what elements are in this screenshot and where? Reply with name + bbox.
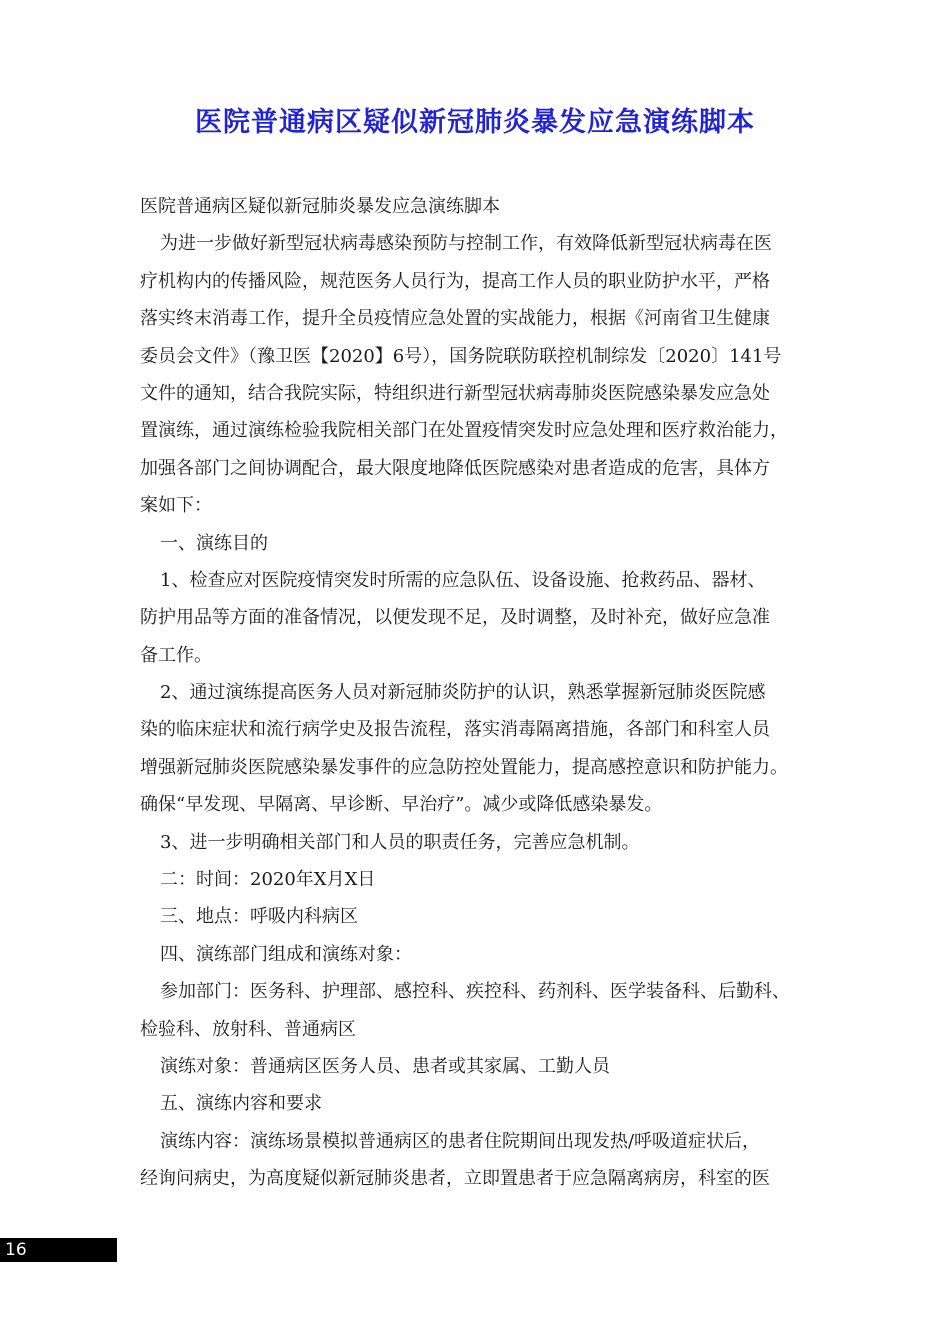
body-line: 文件的通知，结合我院实际，特组织进行新型冠状病毒肺炎医院感染暴发应急处 <box>140 382 770 404</box>
body-line: 为进一步做好新型冠状病毒感染预防与控制工作，有效降低新型冠状病毒在医 <box>160 233 772 255</box>
section-heading: 四、演练部门组成和演练对象： <box>160 943 412 965</box>
section-heading: 二：时间：2020年X月X日 <box>160 869 376 891</box>
section-heading: 三、地点：呼吸内科病区 <box>160 906 358 928</box>
section-heading: 五、演练内容和要求 <box>160 1093 322 1115</box>
body-line: 1、检查应对医院疫情突发时所需的应急队伍、设备设施、抢救药品、器材、 <box>160 569 766 591</box>
document-title: 医院普通病区疑似新冠肺炎暴发应急演练脚本 <box>195 107 755 138</box>
body-line: 2、通过演练提高医务人员对新冠肺炎防护的认识，熟悉掌握新冠肺炎医院感 <box>160 682 766 704</box>
section-heading: 一、演练目的 <box>160 532 268 554</box>
body-line: 落实终末消毒工作，提升全员疫情应急处置的实战能力，根据《河南省卫生健康 <box>140 308 770 330</box>
body-line: 增强新冠肺炎医院感染暴发事件的应急防控处置能力，提高感控意识和防护能力。 <box>140 756 788 778</box>
body-line: 染的临床症状和流行病学史及报告流程，落实消毒隔离措施，各部门和科室人员 <box>140 719 770 741</box>
body-line: 加强各部门之间协调配合，最大限度地降低医院感染对患者造成的危害，具体方 <box>140 457 770 479</box>
page-number: 16 <box>0 1238 117 1262</box>
body-line: 参加部门：医务科、护理部、感控科、疾控科、药剂科、医学装备科、后勤科、 <box>160 981 790 1003</box>
body-line: 委员会文件》（豫卫医【2020】6号），国务院联防联控机制综发〔2020〕141号 <box>140 345 782 367</box>
body-line: 案如下： <box>140 495 212 517</box>
body-line: 检验科、放射科、普通病区 <box>140 1018 356 1040</box>
body-line: 演练内容：演练场景模拟普通病区的患者住院期间出现发热/呼吸道症状后， <box>160 1130 761 1152</box>
body-line: 医院普通病区疑似新冠肺炎暴发应急演练脚本 <box>140 196 500 217</box>
body-line: 经询问病史，为高度疑似新冠肺炎患者，立即置患者于应急隔离病房，科室的医 <box>140 1168 770 1190</box>
body-line: 3、进一步明确相关部门和人员的职责任务，完善应急机制。 <box>160 831 640 853</box>
document-body <box>140 188 820 1198</box>
body-line: 演练对象：普通病区医务人员、患者或其家属、工勤人员 <box>160 1055 610 1077</box>
body-line: 确保“早发现、早隔离、早诊断、早治疗”。减少或降低感染暴发。 <box>140 794 663 816</box>
body-line: 置演练，通过演练检验我院相关部门在处置疫情突发时应急处理和医疗救治能力， <box>140 420 788 442</box>
body-line: 疗机构内的传播风险，规范医务人员行为，提高工作人员的职业防护水平，严格 <box>140 270 770 292</box>
body-line: 备工作。 <box>140 644 212 666</box>
body-line: 防护用品等方面的准备情况，以便发现不足，及时调整，及时补充，做好应急准 <box>140 607 770 629</box>
